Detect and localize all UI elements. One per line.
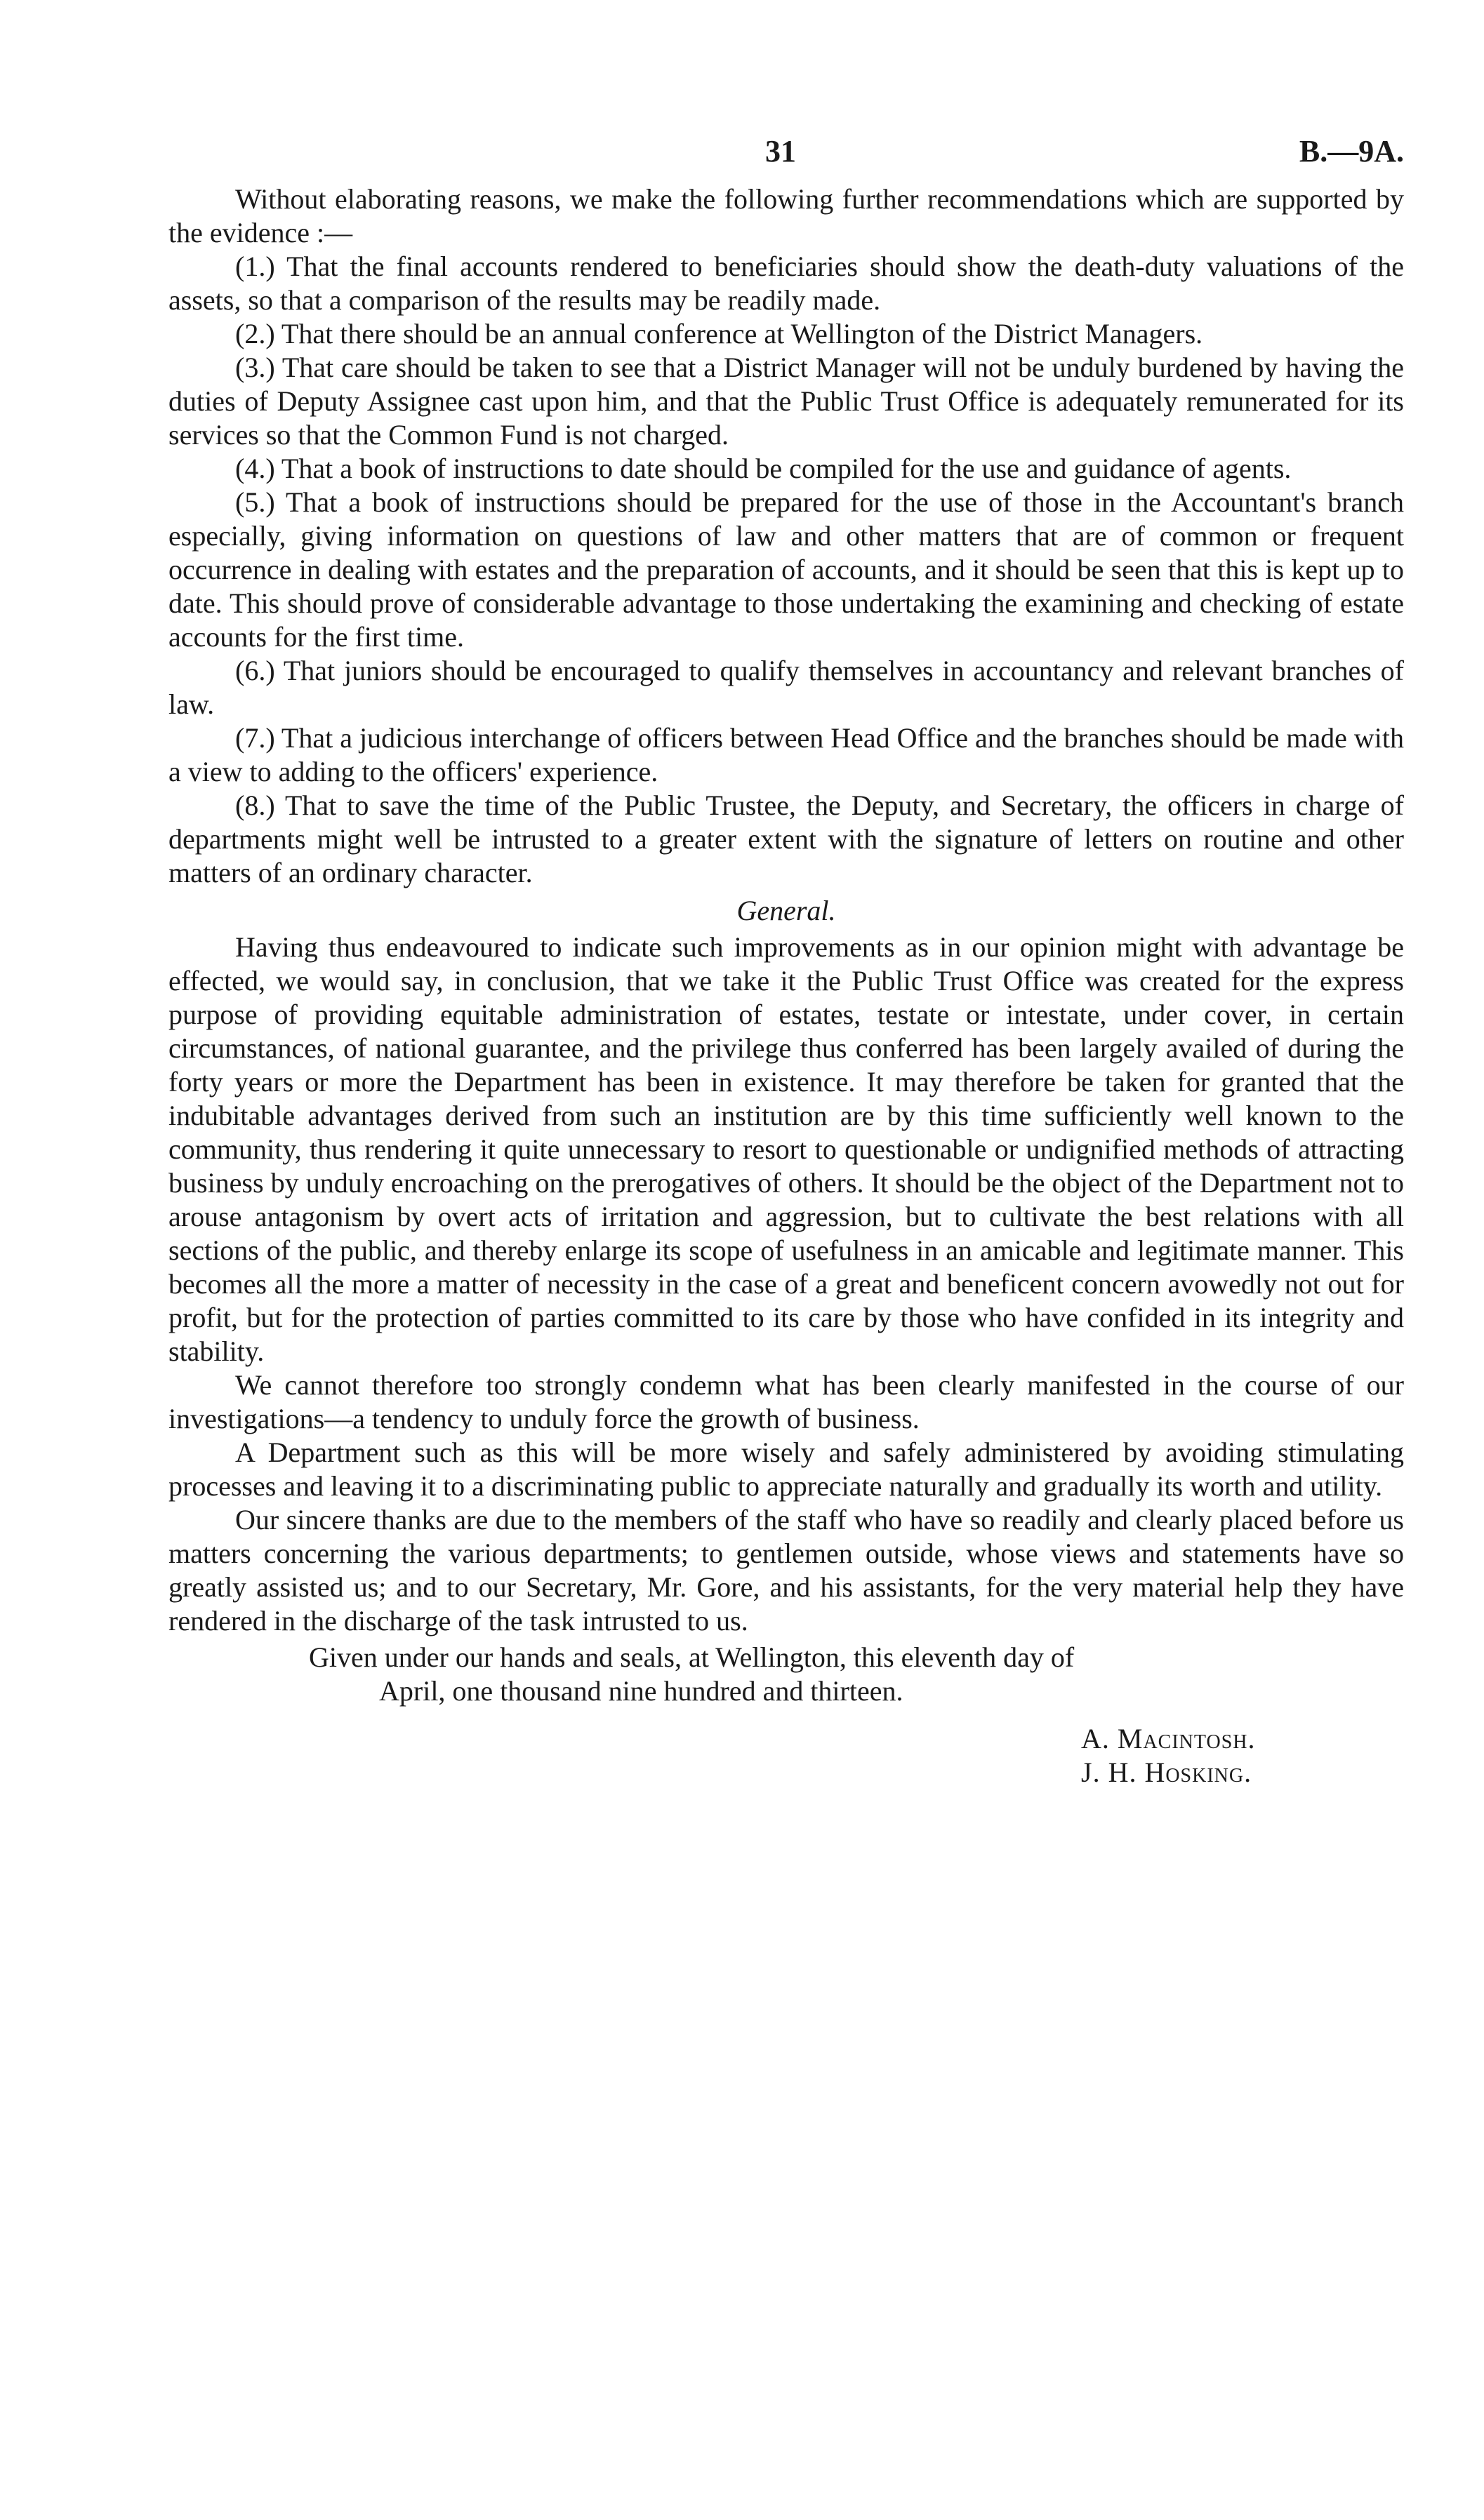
signature-macintosh: A. Macintosh. — [1081, 1723, 1256, 1754]
closing-line-2: April, one thousand nine hundred and thirteen. — [379, 1675, 903, 1707]
section-heading-general: General. — [736, 895, 836, 926]
recommendation-3: (3.) That care should be taken to see that a District Manager will not be unduly burdened by having the duties of Deputy Assignee cast upon him, and that the Public Trust Office is adequately remunerated for its services so that the Common Fund is not charged. — [168, 352, 1404, 451]
recommendation-5: (5.) That a book of instructions should be prepared for the use of those in the Accountant's branch especially, giving information on questions of law and other matters that are of common or frequent occurrence in dealing with estates and the preparation of accounts, and it should be seen that this is kept up to date. This should prove of considerable advantage to those undertaking the examining and checking of estate accounts for the first time. — [168, 486, 1404, 653]
general-paragraph-1: Having thus endeavoured to indicate such improvements as in our opinion might with advantage be effected, we would say, in conclusion, that we take it the Public Trust Office was created for the express purpose of providing equitable administration of estates, testate or intestate, under cover, in certain circumstances, of national guarantee, and the privilege thus conferred has been largely availed of during the forty years or more the Department has been in existence. It may therefore be taken for granted that the indubitable advantages derived from such an institution are by this time sufficiently well known to the community, thus rendering it quite unnecessary to resort to questionable or undignified methods of attracting business by unduly encroaching on the prerogatives of others. It should be the object of the Department not to arouse antagonism by overt acts of irritation and aggression, but to cultivate the best relations with all sections of the public, and thereby enlarge its scope of usefulness in an amicable and legitimate manner. This becomes all the more a matter of necessity in the case of a great and beneficent concern avowedly not out for profit, but for the protection of parties committed to its care by those who have confided in its integrity and stability. — [168, 931, 1404, 1367]
recommendation-8: (8.) That to save the time of the Public Trustee, the Deputy, and Secretary, the officers in charge of departments might well be intrusted to a greater extent with the signature of letters on routine and other matters of an ordinary character. — [168, 789, 1404, 888]
recommendation-2: (2.) That there should be an annual conference at Wellington of the District Managers. — [235, 318, 1203, 349]
general-paragraph-2: We cannot therefore too strongly condemn what has been clearly manifested in the course of our investigations—a tendency to unduly force the growth of business. — [168, 1369, 1404, 1434]
recommendation-4: (4.) That a book of instructions to date should be compiled for the use and guidance of agents. — [235, 453, 1292, 484]
document-page — [168, 133, 1404, 1789]
intro-paragraph: Without elaborating reasons, we make the following further recommendations which are supported by the evidence :— — [168, 183, 1404, 248]
closing-statement — [168, 1641, 1404, 1708]
recommendation-6: (6.) That juniors should be encouraged to qualify themselves in accountancy and relevant branches of law. — [168, 655, 1404, 720]
general-paragraph-3: A Department such as this will be more wisely and safely administered by avoiding stimulating processes and leaving it to a discriminating public to appreciate naturally and gradually its worth and utility. — [168, 1436, 1404, 1502]
recommendations-section — [168, 182, 1404, 890]
thanks-paragraph: Our sincere thanks are due to the members of the staff who have so readily and clearly placed before us matters concerning the various departments; to gentlemen outside, whose views and statements have so greatly assisted us; and to our Secretary, Mr. Gore, and his assistants, for the very material help they have rendered in the discharge of the task intrusted to us. — [168, 1504, 1404, 1636]
document-reference-code: B.—9A. — [1299, 134, 1404, 168]
signature-hosking: J. H. Hosking. — [1081, 1756, 1252, 1788]
recommendation-7: (7.) That a judicious interchange of officers between Head Office and the branches should be made with a view to adding to the officers' experience. — [168, 722, 1404, 787]
page-number: 31 — [765, 134, 796, 168]
recommendation-1: (1.) That the final accounts rendered to beneficiaries should show the death-duty valuations of the assets, so that a comparison of the results may be readily made. — [168, 251, 1404, 316]
signature-block — [168, 1722, 1404, 1789]
page-header — [168, 133, 1404, 182]
closing-line-1: Given under our hands and seals, at Wellington, this eleventh day of — [309, 1641, 1075, 1673]
general-section — [168, 931, 1404, 1638]
